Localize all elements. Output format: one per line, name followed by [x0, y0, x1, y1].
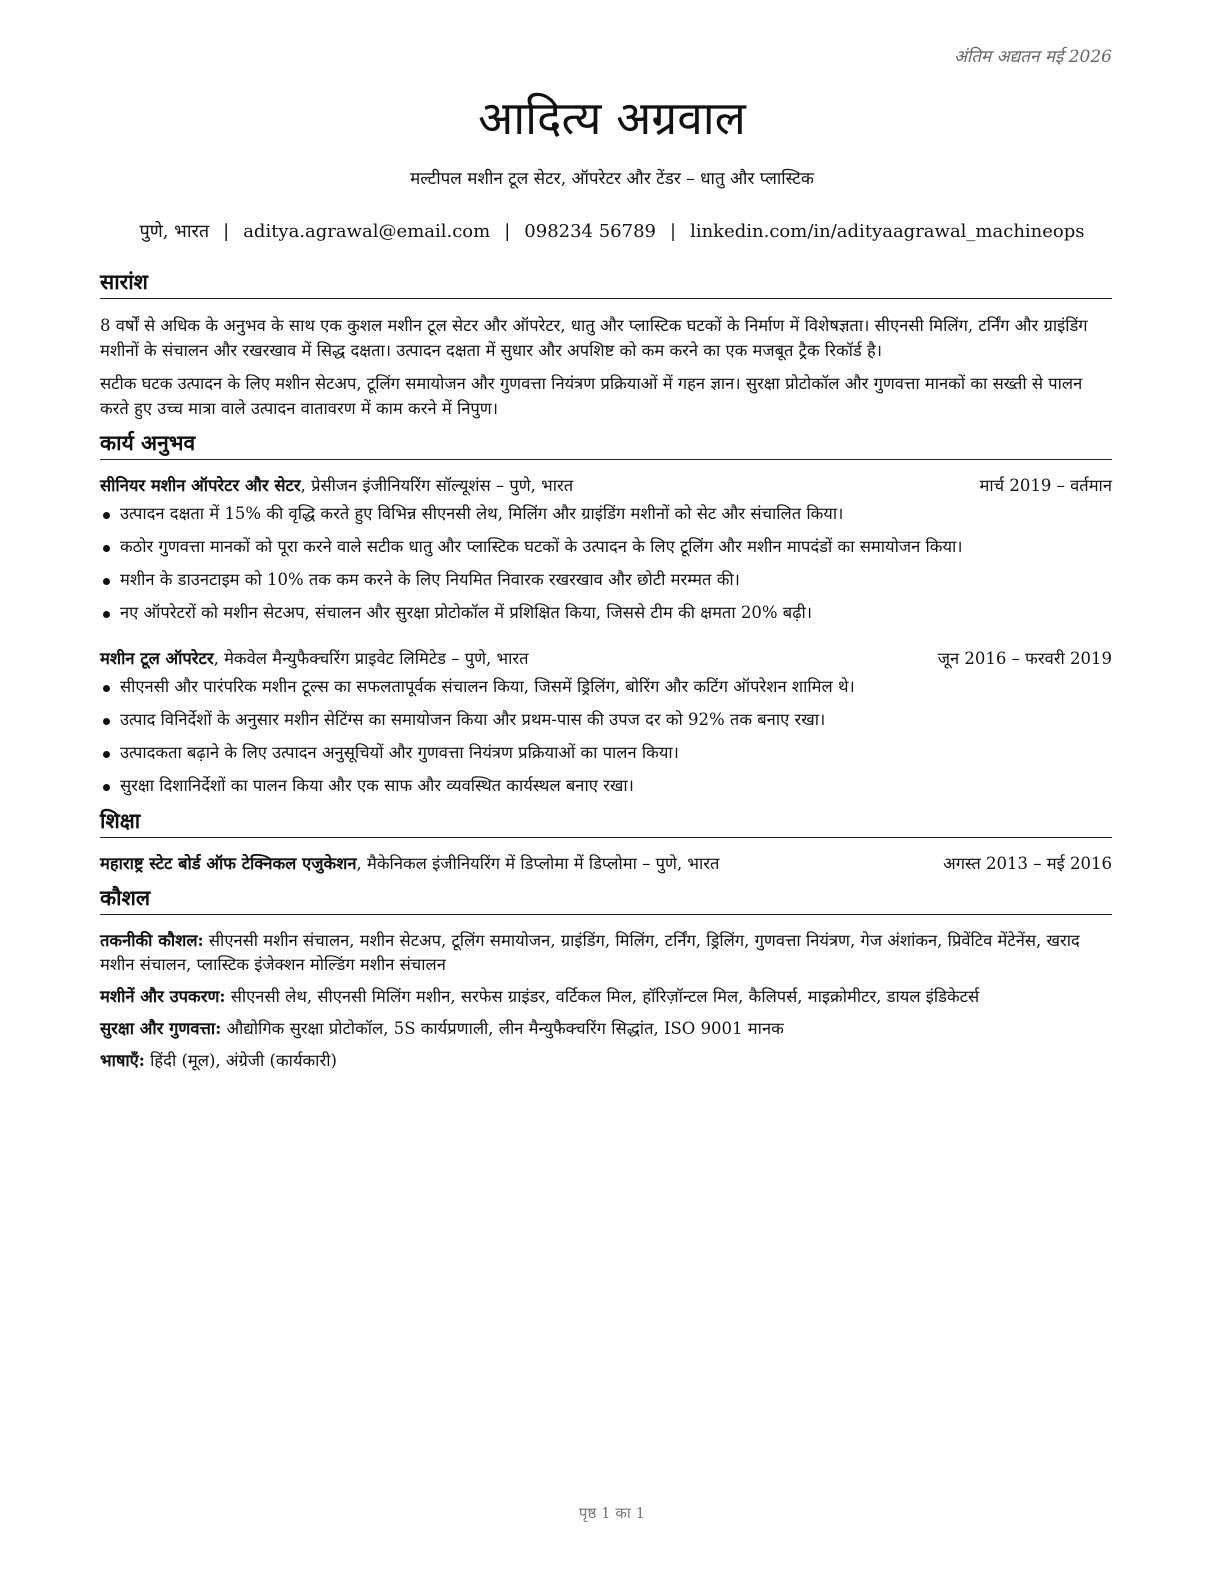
- job-bullet: उत्पाद विनिर्देशों के अनुसार मशीन सेटिंग्स का समायोजन किया और प्रथम-पास की उपज दर को 92% तक बनाए रखा।: [100, 708, 1112, 732]
- education-section: [100, 807, 1112, 876]
- page-number: पृष्ठ 1 का 1: [578, 1504, 646, 1522]
- contact-email[interactable]: aditya.agrawal@email.com: [243, 221, 491, 242]
- contact-separator: |: [670, 221, 677, 242]
- job-title-line: [100, 647, 529, 671]
- education-institution: महाराष्ट्र स्टेट बोर्ड ऑफ टेक्निकल एजुकेशन: [100, 854, 357, 873]
- tagline: मल्टीपल मशीन टूल सेटर, ऑपरेटर और टेंडर – धातु और प्लास्टिक: [410, 169, 814, 189]
- skills-section: [100, 884, 1112, 1073]
- job-bullet: उत्पादन दक्षता में 15% की वृद्धि करते हुए विभिन्न सीएनसी लेथ, मिलिंग और ग्राइंडिंग मशीनों को सेट और संचालित किया।: [100, 502, 1112, 526]
- skill-value: हिंदी (मूल), अंग्रेजी (कार्यकारी): [144, 1051, 337, 1070]
- skill-line: [100, 985, 1112, 1009]
- skill-label: तकनीकी कौशल:: [100, 931, 204, 950]
- skill-value: सीएनसी मशीन संचालन, मशीन सेटअप, टूलिंग समायोजन, ग्राइंडिंग, मिलिंग, टर्निंग, ड्रिलिंग, गुणवत्ता नियंत्रण, गेज अंशांकन, प्रिवेंटिव मेंटेनेंस, खराद मशीन संचालन, प्लास्टिक इंजेक्शन मोल्डिंग मशीन संचालन: [100, 931, 1080, 974]
- job-bullets: [100, 502, 1112, 625]
- job-bullet: सुरक्षा दिशानिर्देशों का पालन किया और एक साफ और व्यवस्थित कार्यस्थल बनाए रखा।: [100, 774, 1112, 798]
- education-dates: अगस्त 2013 – मई 2016: [943, 854, 1112, 873]
- job-title-line: [100, 474, 573, 498]
- experience-title: कार्य अनुभव: [100, 429, 1112, 460]
- job-dates: जून 2016 – फरवरी 2019: [937, 649, 1112, 668]
- job-bullet: सीएनसी और पारंपरिक मशीन टूल्स का सफलतापूर्वक संचालन किया, जिसमें ड्रिलिंग, बोरिंग और कटिंग ऑपरेशन शामिल थे।: [100, 675, 1112, 699]
- contact-separator: |: [223, 221, 230, 242]
- job-company: , प्रेसीजन इंजीनियरिंग सॉल्यूशंस – पुणे, भारत: [300, 476, 574, 495]
- job-role: सीनियर मशीन ऑपरेटर और सेटर: [100, 476, 301, 495]
- summary-section: [100, 268, 1112, 421]
- summary-title: सारांश: [100, 268, 1112, 299]
- experience-section: [100, 429, 1112, 798]
- skill-line: [100, 1049, 1112, 1073]
- skills-title: कौशल: [100, 884, 1112, 915]
- summary-paragraph: सटीक घटक उत्पादन के लिए मशीन सेटअप, टूलिंग समायोजन और गुणवत्ता नियंत्रण प्रक्रियाओं में गहन ज्ञान। सुरक्षा प्रोटोकॉल और गुणवत्ता मानकों का सख्ती से पालन करते हुए उच्च मात्रा वाले उत्पादन वातावरण में काम करने में निपुण।: [100, 374, 1083, 418]
- skill-value: औद्योगिक सुरक्षा प्रोटोकॉल, 5S कार्यप्रणाली, लीन मैन्युफैक्चरिंग सिद्धांत, ISO 9001 मानक: [221, 1019, 784, 1038]
- last-updated: अंतिम अद्यतन मई 2026: [953, 47, 1112, 67]
- candidate-name: आदित्य अग्रवाल: [478, 91, 746, 145]
- job-header: [100, 474, 1112, 498]
- skill-line: [100, 929, 1112, 977]
- skill-line: [100, 1017, 1112, 1041]
- job-entry: [100, 647, 1112, 798]
- education-entry: [100, 852, 1112, 876]
- education-line: [100, 852, 719, 876]
- job-header: [100, 647, 1112, 671]
- job-bullets: [100, 675, 1112, 798]
- contact-phone[interactable]: 098234 56789: [524, 221, 656, 242]
- skill-label: सुरक्षा और गुणवत्ता:: [100, 1019, 222, 1038]
- job-bullet: कठोर गुणवत्ता मानकों को पूरा करने वाले सटीक धातु और प्लास्टिक घटकों के उत्पादन के लिए टूलिंग और मशीन मापदंडों का समायोजन किया।: [100, 535, 1112, 559]
- contact-location: पुणे, भारत: [139, 221, 210, 242]
- job-entry: [100, 474, 1112, 625]
- job-bullet: उत्पादकता बढ़ाने के लिए उत्पादन अनुसूचियों और गुणवत्ता नियंत्रण प्रक्रियाओं का पालन किया।: [100, 741, 1112, 765]
- contact-linkedin[interactable]: linkedin.com/in/adityaagrawal_machineops: [690, 221, 1085, 242]
- contact-line: [0, 219, 1224, 243]
- skill-label: मशीनें और उपकरण:: [100, 987, 226, 1006]
- skill-value: सीएनसी लेथ, सीएनसी मिलिंग मशीन, सरफेस ग्राइंडर, वर्टिकल मिल, हॉरिज़ॉन्टल मिल, कैलिपर्स, माइक्रोमीटर, डायल इंडिकेटर्स: [225, 987, 980, 1006]
- job-bullet: नए ऑपरेटरों को मशीन सेटअप, संचालन और सुरक्षा प्रोटोकॉल में प्रशिक्षित किया, जिससे टीम की क्षमता 20% बढ़ी।: [100, 601, 1112, 625]
- skill-label: भाषाएँ:: [100, 1051, 145, 1070]
- job-dates: मार्च 2019 – वर्तमान: [979, 476, 1112, 495]
- education-title: शिक्षा: [100, 807, 1112, 838]
- resume-body: [100, 268, 1112, 1081]
- job-bullet: मशीन के डाउनटाइम को 10% तक कम करने के लिए नियमित निवारक रखरखाव और छोटी मरम्मत की।: [100, 568, 1112, 592]
- job-role: मशीन टूल ऑपरेटर: [100, 649, 214, 668]
- job-company: , मेकवेल मैन्युफैक्चरिंग प्राइवेट लिमिटेड – पुणे, भारत: [213, 649, 529, 668]
- summary-paragraph: 8 वर्षों से अधिक के अनुभव के साथ एक कुशल मशीन टूल सेटर और ऑपरेटर, धातु और प्लास्टिक घटकों के निर्माण में विशेषज्ञता। सीएनसी मिलिंग, टर्निंग और ग्राइंडिंग मशीनों के संचालन और रखरखाव में सिद्ध दक्षता। उत्पादन दक्षता में सुधार और अपशिष्ट को कम करने का एक मजबूत ट्रैक रिकॉर्ड है।: [100, 316, 1088, 360]
- education-detail: , मैकेनिकल इंजीनियरिंग में डिप्लोमा में डिप्लोमा – पुणे, भारत: [356, 854, 720, 873]
- contact-separator: |: [504, 221, 511, 242]
